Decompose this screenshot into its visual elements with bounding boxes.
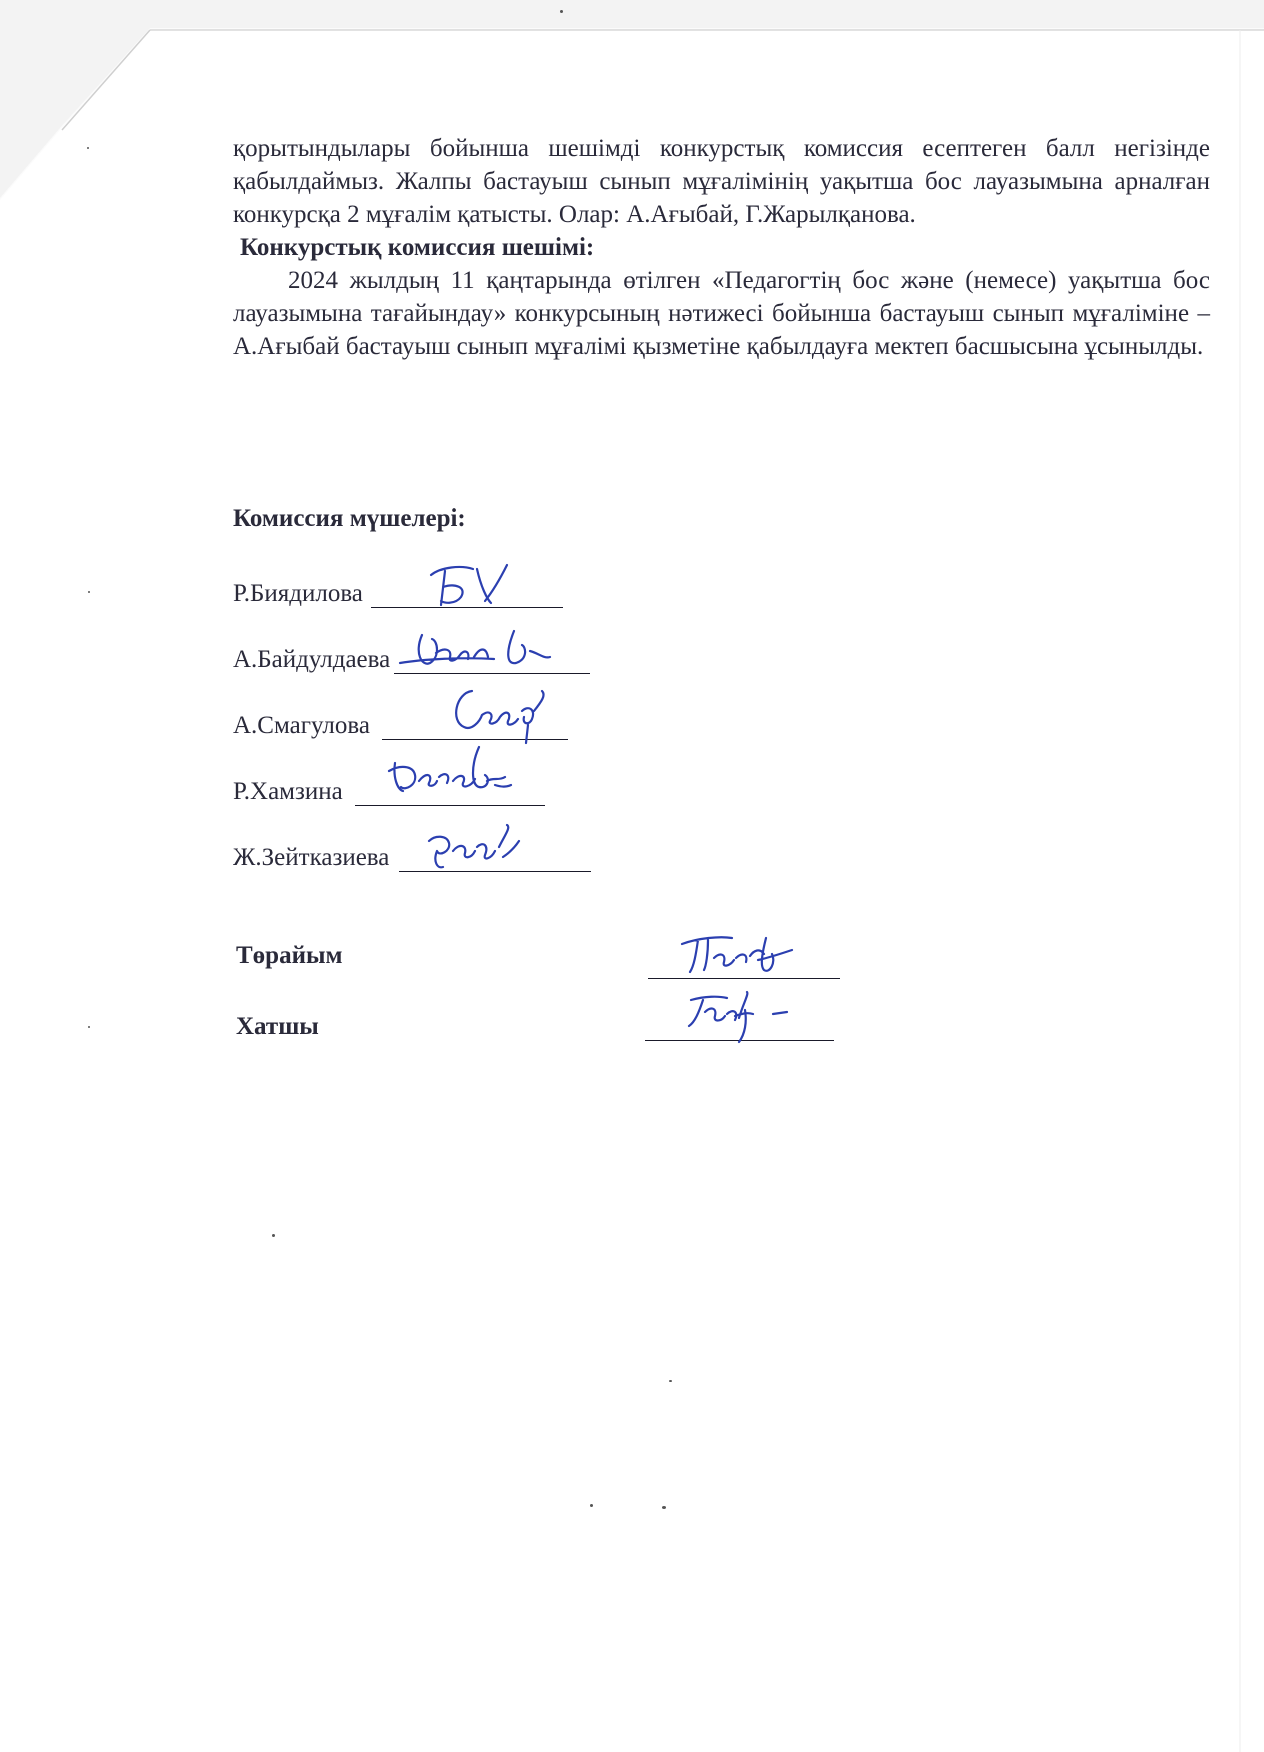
member-row	[233, 832, 591, 872]
scan-speck	[590, 1504, 593, 1507]
signature-line	[371, 573, 563, 608]
member-name: Р.Хамзина	[233, 778, 343, 805]
signature-line	[399, 837, 591, 872]
scan-speck	[662, 1506, 666, 1509]
signature-mark	[419, 817, 539, 877]
member-name: Р.Биядилова	[233, 580, 363, 607]
member-row	[233, 700, 568, 740]
chair-signature-mark	[668, 924, 818, 984]
scan-speck	[669, 1380, 672, 1382]
decision-heading: Конкурстық комиссия шешімі:	[240, 234, 595, 261]
signature-mark	[375, 741, 535, 811]
secretary-signature-mark	[675, 982, 835, 1046]
member-name: А.Смагулова	[233, 712, 370, 739]
document-body	[233, 132, 1210, 363]
chair-signature-line	[648, 944, 840, 979]
signature-mark	[442, 681, 592, 745]
member-row	[233, 634, 590, 674]
secretary-signature-line	[645, 1006, 834, 1041]
signature-line	[394, 639, 590, 674]
scan-speck	[272, 1234, 275, 1237]
scan-speck	[88, 1026, 90, 1028]
chair-label: Төрайым	[236, 942, 343, 969]
members-title: Комиссия мүшелері:	[233, 505, 466, 532]
member-row	[233, 766, 545, 806]
signature-mark	[394, 623, 584, 679]
scan-speck	[87, 147, 89, 149]
signature-line	[355, 771, 545, 806]
signature-line	[382, 705, 568, 740]
scan-speck	[88, 591, 90, 593]
scan-speck	[560, 10, 563, 13]
results-paragraph: қорытындылары бойынша шешімді конкурстық комиссия есептеген балл негізінде қабылдаймыз. Жалпы бастауыш сынып мұғалімінің уақытша бос лауазымына арналған конкурсқа 2 мұғалім қатысты. Олар: А.Ағыбай, Г.Жарылқанова.	[233, 135, 1210, 228]
member-row	[233, 568, 563, 608]
member-name: А.Байдулдаева	[233, 646, 391, 673]
secretary-label: Хатшы	[236, 1013, 319, 1040]
decision-paragraph: 2024 жылдың 11 қаңтарында өтілген «Педагогтің бос және (немесе) уақытша бос лауазымына тағайындау» конкурсының нәтижесі бойынша бастауыш сынып мұғаліміне – А.Ағыбай бастауыш сынып мұғалімі қызметіне қабылдауға мектеп басшысына ұсынылды.	[233, 267, 1210, 360]
signature-mark	[421, 557, 571, 613]
member-name: Ж.Зейтказиева	[233, 844, 390, 871]
